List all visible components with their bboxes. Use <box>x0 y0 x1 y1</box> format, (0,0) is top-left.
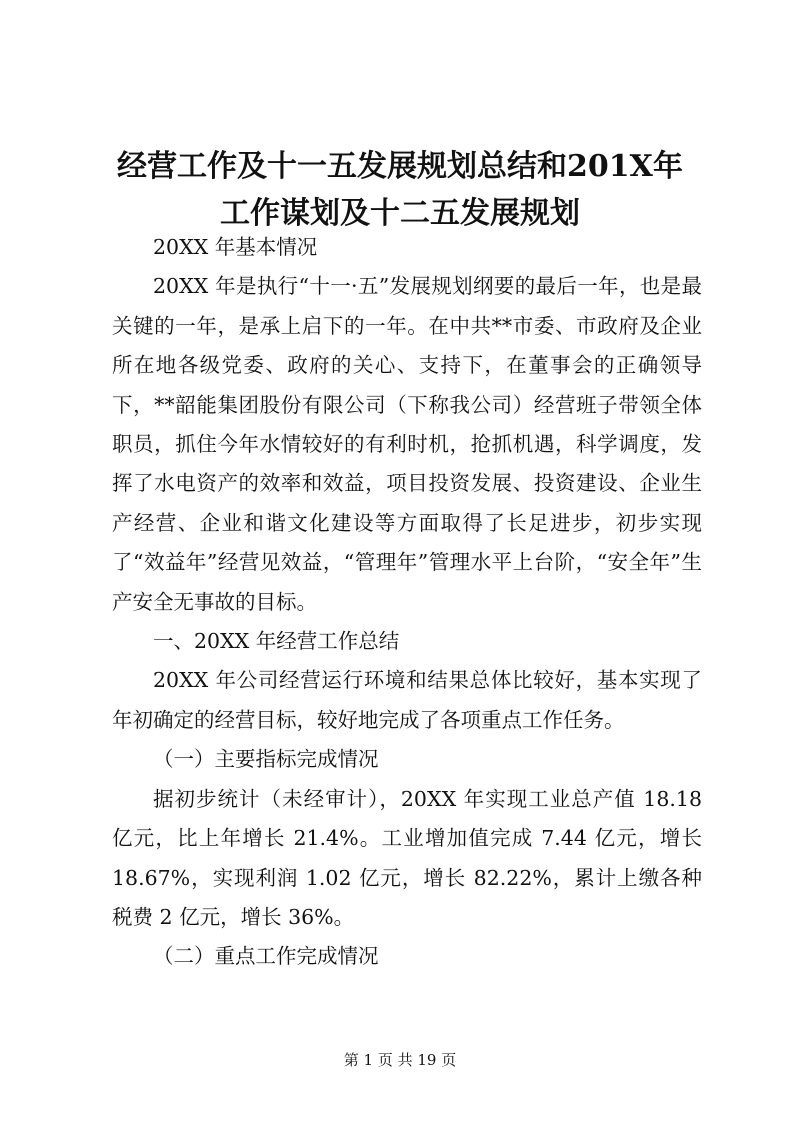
document-body <box>112 228 702 977</box>
section-heading-basic-situation: 20XX 年基本情况 <box>153 235 318 259</box>
subsection-heading-main-indicators: （一）主要指标完成情况 <box>153 747 379 772</box>
paragraph-summary: 20XX 年公司经营运行环境和结果总体比较好，基本实现了年初确定的经营目标，较好地完成了各项重点工作任务。 <box>112 668 702 732</box>
section-heading-work-summary: 一、20XX 年经营工作总结 <box>153 629 400 654</box>
subsection-heading-key-work: （二）重点工作完成情况 <box>153 944 379 969</box>
paragraph-indicators: 据初步统计（未经审计），20XX 年实现工业总产值 18.18 亿元，比上年增长 21.4%。工业增加值完成 7.44 亿元，增长 18.67%，实现利润 1.02 亿元，增长 82.22%，累计上缴各种税费 2 亿元，增长 36%。 <box>112 786 702 929</box>
page-number-footer: 第 1 页 共 19 页 <box>343 1051 457 1069</box>
paragraph-overview: 20XX 年是执行“十一·五”发展规划纲要的最后一年，也是最关键的一年，是承上启下的一年。在中共**市委、市政府及企业所在地各级党委、政府的关心、支持下，在董事会的正确领导下，**韶能集团股份有限公司（下称我公司）经营班子带领全体职员，抓住今年水情较好的有利时机，抢抓机遇，科学调度，发挥了水电资产的效率和效益，项目投资发展、投资建设、企业生产经营、企业和谐文化建设等方面取得了长足进步，初步实现了“效益年”经营见效益，“管理年”管理水平上台阶，“安全年”生产安全无事故的目标。 <box>112 274 702 614</box>
document-title: 经营工作及十一五发展规划总结和201X年工作谋划及十二五发展规划 <box>117 149 683 231</box>
